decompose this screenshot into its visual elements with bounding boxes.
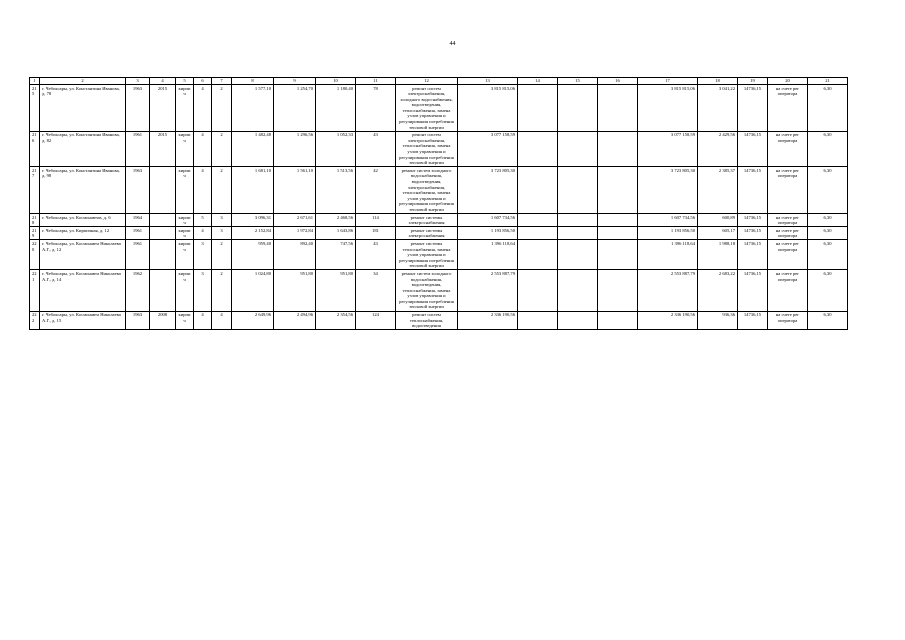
cell-wall: кирпич: [176, 214, 194, 227]
cell-year-built: 1961: [126, 131, 150, 167]
cell-c14: [518, 240, 558, 270]
cell-area-res: 1 254,70: [274, 85, 316, 132]
cell-cost-owners: 2 336 190,56: [638, 311, 698, 330]
cell-area-own: 1 513,56: [316, 167, 356, 214]
cell-residents: 43: [356, 240, 396, 270]
cell-c15: [558, 214, 598, 227]
cell-cost-total: 3 077 158,59: [458, 131, 518, 167]
cell-entrances: 2: [212, 167, 232, 214]
cell-c16: [598, 240, 638, 270]
cell-cost-owners: 2 553 887,79: [638, 270, 698, 311]
cell-cost-owners: 3 077 158,59: [638, 131, 698, 167]
cell-area-total: 2 152,84: [232, 227, 274, 240]
cell-cost-m2: 2 385,37: [698, 167, 738, 214]
cell-entrances: 2: [212, 270, 232, 311]
cell-address: г. Чебоксары, ул. Константина Иванова, д. 82: [40, 131, 126, 167]
cell-cost-m2: 600,89: [698, 214, 738, 227]
cell-cost-m2: 2 429,56: [698, 131, 738, 167]
column-number: 20: [768, 78, 808, 85]
cell-floors: 4: [194, 227, 212, 240]
cell-num: 215: [30, 85, 40, 132]
cell-cost-total: 3 815 815,06: [458, 85, 518, 132]
cell-area-res: 951,80: [274, 270, 316, 311]
cell-wall: кирпич: [176, 167, 194, 214]
cell-residents: 124: [356, 311, 396, 330]
cell-address: г. Чебоксары, ул. Космонавта Николаева А.Г., д. 14: [40, 270, 126, 311]
column-number: 10: [316, 78, 356, 85]
cell-method: на счете рег оператора: [768, 85, 808, 132]
column-number: 15: [558, 78, 598, 85]
cell-c14: [518, 131, 558, 167]
cell-address: г. Чебоксары, ул. Константина Иванова, д. 78: [40, 85, 126, 132]
cell-year-built: 1963: [126, 167, 150, 214]
cell-entrances: 4: [212, 311, 232, 330]
cell-work: ремонт системы электроснабжения: [396, 227, 458, 240]
table-row: [30, 167, 848, 214]
cell-year-repair: 2015: [150, 131, 176, 167]
cell-c14: [518, 85, 558, 132]
cell-num: 217: [30, 167, 40, 214]
cell-wall: кирпич: [176, 131, 194, 167]
cell-amount: 6,30: [808, 311, 848, 330]
cell-c16: [598, 214, 638, 227]
cell-work: ремонт систем электроснабжения, теплоснабжения, замена узлов управления и регулирования потребления тепловой энергии: [396, 131, 458, 167]
column-number-row: [30, 78, 848, 85]
cell-year-built: 1963: [126, 85, 150, 132]
cell-method: на счете рег оператора: [768, 240, 808, 270]
cell-wall: кирпич: [176, 85, 194, 132]
cell-cost-owners: 1 193 856,50: [638, 227, 698, 240]
cell-cost-m2: 605,17: [698, 227, 738, 240]
cell-cost-total: 1 396 118,64: [458, 240, 518, 270]
cell-c16: [598, 131, 638, 167]
cell-floors: 4: [194, 85, 212, 132]
column-number: 4: [150, 78, 176, 85]
column-number: 13: [458, 78, 518, 85]
cell-residents: 42: [356, 167, 396, 214]
column-number: 1: [30, 78, 40, 85]
cell-limit-m2: 14736,15: [738, 227, 768, 240]
column-number: 9: [274, 78, 316, 85]
cell-c15: [558, 167, 598, 214]
cell-cost-owners: 3 723 805,30: [638, 167, 698, 214]
cell-area-own: 1 052,33: [316, 131, 356, 167]
cell-work: ремонт систем холодного водоснабжения, водоотведения, теплоснабжения, замена узлов управления и регулирования потребления тепловой энергии: [396, 270, 458, 311]
column-number: 14: [518, 78, 558, 85]
cell-address: г. Чебоксары, ул. Космонавта Николаева А.Г., д. 12: [40, 240, 126, 270]
table-row: [30, 270, 848, 311]
cell-area-own: 1 180,40: [316, 85, 356, 132]
cell-num: 221: [30, 270, 40, 311]
cell-year-built: 1961: [126, 227, 150, 240]
cell-limit-m2: 14736,15: [738, 214, 768, 227]
cell-residents: 114: [356, 214, 396, 227]
cell-cost-total: 2 553 887,79: [458, 270, 518, 311]
cell-area-own: 1 643,86: [316, 227, 356, 240]
cell-address: г. Чебоксары, ул. Кирпичная, д. 12: [40, 227, 126, 240]
cell-limit-m2: 14736,15: [738, 311, 768, 330]
column-number: 3: [126, 78, 150, 85]
cell-num: 220: [30, 240, 40, 270]
cell-cost-total: 1 193 856,50: [458, 227, 518, 240]
cell-cost-m2: 2 683,22: [698, 270, 738, 311]
cell-limit-m2: 14736,15: [738, 270, 768, 311]
cell-area-res: 2 671,61: [274, 214, 316, 227]
cell-cost-owners: 1 396 118,64: [638, 240, 698, 270]
column-number: 17: [638, 78, 698, 85]
cell-method: на счете рег оператора: [768, 227, 808, 240]
cell-amount: 6,30: [808, 227, 848, 240]
column-number: 21: [808, 78, 848, 85]
cell-area-res: 892,40: [274, 240, 316, 270]
cell-amount: 6,30: [808, 240, 848, 270]
page-number: 44: [449, 41, 456, 47]
table-body: [30, 78, 848, 330]
cell-area-total: 959,40: [232, 240, 274, 270]
cell-limit-m2: 14736,15: [738, 240, 768, 270]
cell-year-repair: 2008: [150, 311, 176, 330]
cell-residents: 34: [356, 270, 396, 311]
column-number: 12: [396, 78, 458, 85]
cell-residents: 78: [356, 85, 396, 132]
cell-floors: 3: [194, 270, 212, 311]
cell-year-built: 1962: [126, 270, 150, 311]
cell-c14: [518, 311, 558, 330]
cell-floors: 4: [194, 311, 212, 330]
cell-c14: [518, 167, 558, 214]
cell-cost-total: 1 607 734,56: [458, 214, 518, 227]
cell-floors: 4: [194, 131, 212, 167]
cell-residents: 43: [356, 131, 396, 167]
cell-area-total: 1 482,48: [232, 131, 274, 167]
cell-area-res: 1 972,84: [274, 227, 316, 240]
cell-c15: [558, 227, 598, 240]
table-row: [30, 240, 848, 270]
cell-work: ремонт системы теплоснабжения, замена узлов управления и регулирования потребления тепловой энергии: [396, 240, 458, 270]
cell-amount: 6,30: [808, 167, 848, 214]
table-row: [30, 85, 848, 132]
cell-area-own: 747,56: [316, 240, 356, 270]
cell-work: ремонт систем электроснабжения, холодного водоснабжения, водоотведения, теплоснабжения, замена узлов управления и регулирования потребления тепловой энергии: [396, 85, 458, 132]
cell-year-repair: 2015: [150, 85, 176, 132]
cell-cost-m2: 3 041,22: [698, 85, 738, 132]
cell-c14: [518, 214, 558, 227]
cell-area-res: 2 494,96: [274, 311, 316, 330]
cell-cost-total: 2 336 190,56: [458, 311, 518, 330]
cell-entrances: 2: [212, 85, 232, 132]
cell-year-repair: [150, 240, 176, 270]
cell-num: 219: [30, 227, 40, 240]
cell-limit-m2: 14736,15: [738, 167, 768, 214]
column-number: 5: [176, 78, 194, 85]
cell-address: г. Чебоксары, ул. Космонавта Николаева А.Г., д. 15: [40, 311, 126, 330]
cell-address: г. Чебоксары, ул. Константина Иванова, д. 98: [40, 167, 126, 214]
cell-year-repair: [150, 227, 176, 240]
cell-area-total: 1 681,10: [232, 167, 274, 214]
cell-floors: 4: [194, 167, 212, 214]
cell-year-built: 1961: [126, 240, 150, 270]
cell-amount: 6,30: [808, 214, 848, 227]
cell-method: на счете рег оператора: [768, 311, 808, 330]
cell-entrances: 2: [212, 131, 232, 167]
cell-address: г. Чебоксары, ул. Космонавтов, д. 6: [40, 214, 126, 227]
table-row: [30, 214, 848, 227]
cell-amount: 6,30: [808, 270, 848, 311]
cell-c14: [518, 227, 558, 240]
cell-entrances: 2: [212, 240, 232, 270]
cell-c16: [598, 311, 638, 330]
column-number: 16: [598, 78, 638, 85]
cell-year-built: 1963: [126, 311, 150, 330]
cell-limit-m2: 14736,15: [738, 131, 768, 167]
cell-c16: [598, 85, 638, 132]
cell-num: 218: [30, 214, 40, 227]
cell-c16: [598, 167, 638, 214]
column-number: 6: [194, 78, 212, 85]
repair-program-table: [29, 77, 848, 330]
column-number: 7: [212, 78, 232, 85]
cell-c15: [558, 131, 598, 167]
cell-area-total: 1 024,80: [232, 270, 274, 311]
column-number: 19: [738, 78, 768, 85]
cell-limit-m2: 14736,15: [738, 85, 768, 132]
cell-floors: 5: [194, 214, 212, 227]
cell-year-built: 1964: [126, 214, 150, 227]
cell-work: ремонт системы электроснабжения: [396, 214, 458, 227]
cell-method: на счете рег оператора: [768, 270, 808, 311]
cell-method: на счете рег оператора: [768, 131, 808, 167]
cell-c14: [518, 270, 558, 311]
cell-c16: [598, 270, 638, 311]
cell-method: на счете рег оператора: [768, 167, 808, 214]
cell-year-repair: [150, 270, 176, 311]
cell-area-own: 951,80: [316, 270, 356, 311]
cell-residents: 181: [356, 227, 396, 240]
cell-entrances: 3: [212, 214, 232, 227]
column-number: 11: [356, 78, 396, 85]
cell-area-own: 2 354,56: [316, 311, 356, 330]
column-number: 2: [40, 78, 126, 85]
cell-cost-m2: 1 988,18: [698, 240, 738, 270]
cell-area-res: 1 296,56: [274, 131, 316, 167]
cell-c15: [558, 311, 598, 330]
cell-work: ремонт систем холодного водоснабжения, водоотведения, электроснабжения, теплоснабжения, замена узлов управления и регулирования потребления тепловой энергии: [396, 167, 458, 214]
cell-area-total: 2 649,96: [232, 311, 274, 330]
cell-wall: кирпич: [176, 270, 194, 311]
column-number: 18: [698, 78, 738, 85]
cell-area-res: 1 561,10: [274, 167, 316, 214]
cell-wall: кирпич: [176, 240, 194, 270]
cell-wall: кирпич: [176, 311, 194, 330]
cell-num: 222: [30, 311, 40, 330]
cell-area-total: 3 096,31: [232, 214, 274, 227]
cell-method: на счете рег оператора: [768, 214, 808, 227]
cell-cost-total: 3 723 805,30: [458, 167, 518, 214]
table-row: [30, 227, 848, 240]
column-number: 8: [232, 78, 274, 85]
cell-floors: 3: [194, 240, 212, 270]
cell-work: ремонт систем теплоснабжения, водоотведения: [396, 311, 458, 330]
table-row: [30, 311, 848, 330]
cell-cost-owners: 3 815 815,06: [638, 85, 698, 132]
cell-num: 216: [30, 131, 40, 167]
cell-c16: [598, 227, 638, 240]
cell-wall: кирпич: [176, 227, 194, 240]
cell-cost-owners: 1 607 734,56: [638, 214, 698, 227]
cell-area-own: 2 468,56: [316, 214, 356, 227]
cell-year-repair: [150, 214, 176, 227]
cell-amount: 6,30: [808, 85, 848, 132]
cell-c15: [558, 270, 598, 311]
cell-c15: [558, 85, 598, 132]
cell-c15: [558, 240, 598, 270]
cell-year-repair: [150, 167, 176, 214]
cell-amount: 6,30: [808, 131, 848, 167]
cell-entrances: 3: [212, 227, 232, 240]
table-row: [30, 131, 848, 167]
cell-cost-m2: 936,36: [698, 311, 738, 330]
cell-area-total: 1 577,10: [232, 85, 274, 132]
